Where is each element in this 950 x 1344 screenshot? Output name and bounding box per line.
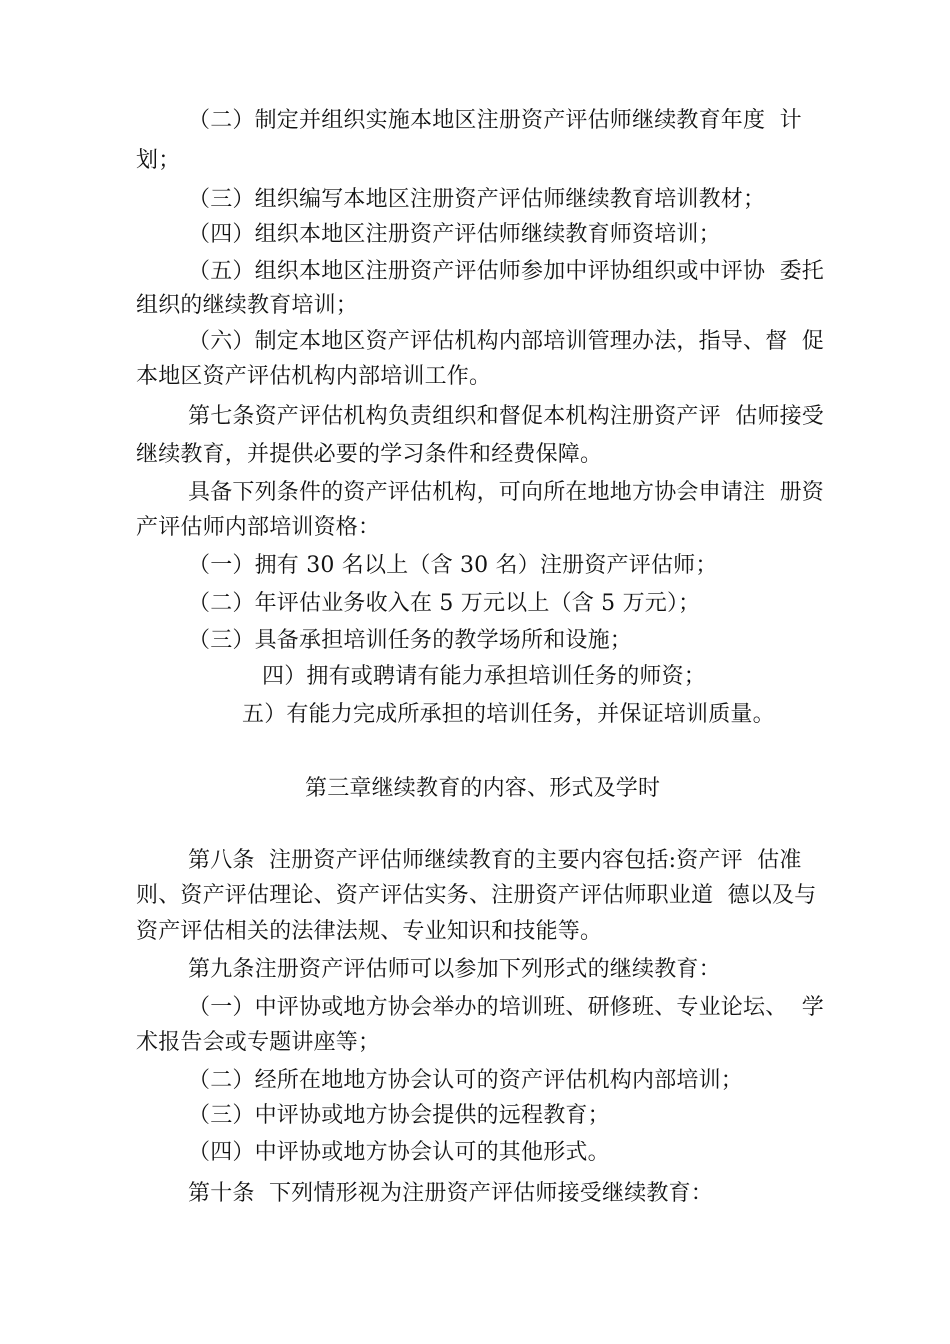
article-9-line: 第九条注册资产评估师可以参加下列形式的继续教育： [188,957,721,982]
article-10-line: 第十条 下列情形视为注册资产评估师接受继续教育： [188,1181,713,1206]
article-8-line: 资产评估相关的法律法规、专业知识和技能等。 [136,919,603,944]
condition-item: 四）拥有或聘请有能力承担培训任务的师资； [262,664,707,689]
article-8-line: 则、资产评估理论、资产评估实务、注册资产评估师职业道 德以及与 [136,883,817,908]
paragraph-line: 本地区资产评估机构内部培训工作。 [136,364,492,389]
paragraph-line: （五）组织本地区注册资产评估师参加中评协组织或中评协 委托 [188,259,824,284]
paragraph-line: （六）制定本地区资产评估机构内部培训管理办法，指导、督 促 [188,329,824,354]
article-7-line: 第七条资产评估机构负责组织和督促本机构注册资产评 估师接受 [188,404,824,429]
condition-item: （三）具备承担培训任务的教学场所和设施； [188,628,633,653]
form-item: （一）中评协或地方协会举办的培训班、研修班、专业论坛、 学 [188,995,824,1020]
condition-item: （二）年评估业务收入在 5 万元以上（含 5 万元）； [188,591,701,616]
chapter-heading: 第三章继续教育的内容、形式及学时 [305,776,661,801]
condition-item: （一）拥有 30 名以上（含 30 名）注册资产评估师； [188,553,718,578]
article-8-line: 第八条 注册资产评估师继续教育的主要内容包括:资产评 估准 [188,848,802,873]
paragraph-line: （四）组织本地区注册资产评估师继续教育师资培训； [188,222,721,247]
paragraph-line: 产评估师内部培训资格： [136,515,381,540]
form-item: （三）中评协或地方协会提供的远程教育； [188,1103,610,1128]
form-item: 术报告会或专题讲座等； [136,1030,381,1055]
paragraph-line: （三）组织编写本地区注册资产评估师继续教育培训教材； [188,187,766,212]
article-7-line: 继续教育，并提供必要的学习条件和经费保障。 [136,442,603,467]
condition-item: 五）有能力完成所承担的培训任务，并保证培训质量。 [242,702,775,727]
paragraph-line: 具备下列条件的资产评估机构，可向所在地地方协会申请注 册资 [188,480,824,505]
paragraph-line: 划； [136,148,181,173]
paragraph-line: 组织的继续教育培训； [136,293,359,318]
paragraph-line: （二）制定并组织实施本地区注册资产评估师继续教育年度 计 [188,108,802,133]
form-item: （二）经所在地地方协会认可的资产评估机构内部培训； [188,1068,744,1093]
form-item: （四）中评协或地方协会认可的其他形式。 [188,1140,610,1165]
